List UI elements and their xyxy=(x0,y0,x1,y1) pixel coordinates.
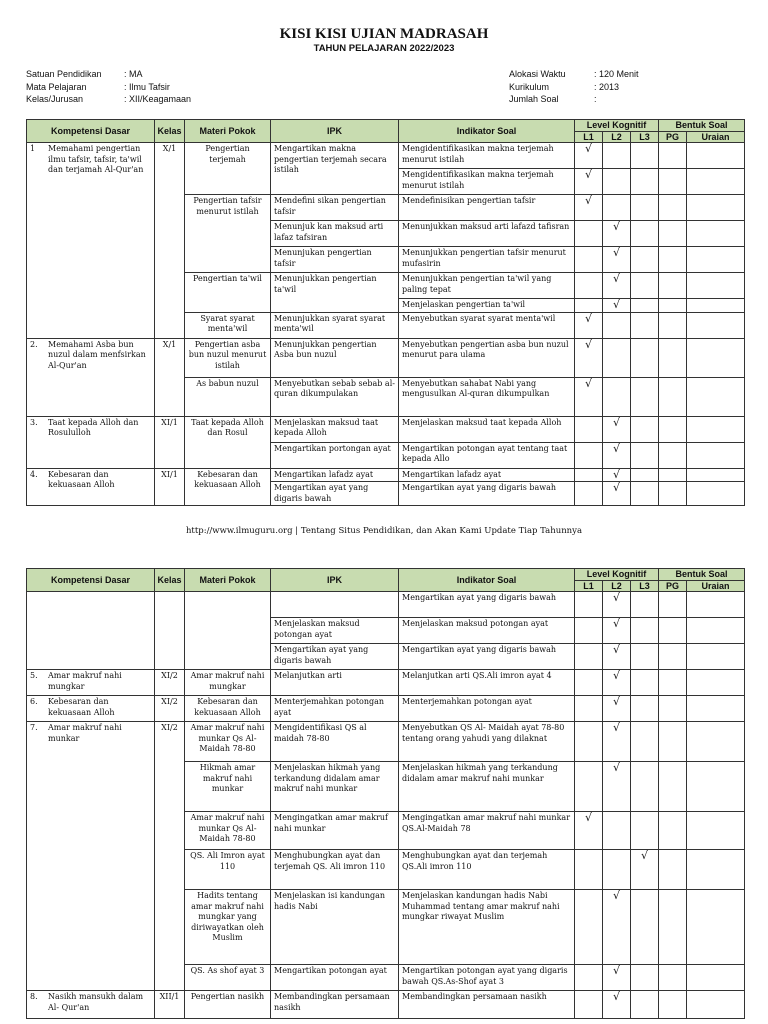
level-l3-cell xyxy=(631,468,659,482)
indikator-cell: Menjelaskan hikmah yang terkandung didalam amar makruf nahi munkar xyxy=(399,762,575,812)
pg-cell xyxy=(659,143,687,169)
level-l2-cell: √ xyxy=(603,482,631,506)
pg-cell xyxy=(659,195,687,221)
meta-value: : MA xyxy=(124,69,143,79)
indikator-cell: Mengartikan ayat yang digaris bawah xyxy=(399,644,575,670)
kd-number: 3. xyxy=(30,417,38,427)
pg-cell xyxy=(659,812,687,850)
table-row xyxy=(27,416,745,442)
level-l1-cell xyxy=(575,850,603,890)
level-l1-cell xyxy=(575,890,603,965)
level-l3-cell xyxy=(631,696,659,722)
level-l1-cell xyxy=(575,592,603,618)
col-header-ipk: IPK xyxy=(271,569,399,592)
level-l3-cell xyxy=(631,644,659,670)
kisi-table-1 xyxy=(26,119,745,506)
meta-row xyxy=(26,81,191,94)
level-l2-cell: √ xyxy=(603,965,631,991)
meta-right xyxy=(509,68,639,106)
pg-cell xyxy=(659,247,687,273)
kd-cell xyxy=(27,592,155,670)
indikator-cell: Melanjutkan arti QS.Ali imron ayat 4 xyxy=(399,670,575,696)
indikator-cell: Menyebutkan syarat syarat menta'wil xyxy=(399,312,575,338)
kd-number: 7. xyxy=(30,723,38,732)
indikator-cell: Mengartikan lafadz ayat xyxy=(399,468,575,482)
uraian-cell xyxy=(687,965,745,991)
col-header-l1: L1 xyxy=(575,131,603,143)
ipk-cell: Mengartikan lafadz ayat xyxy=(271,468,399,482)
col-header-indikator: Indikator Soal xyxy=(399,120,575,143)
uraian-cell xyxy=(687,169,745,195)
level-l3-cell xyxy=(631,143,659,169)
level-l1-cell xyxy=(575,273,603,299)
meta-label: Kurikulum xyxy=(509,81,550,92)
col-header-indikator: Indikator Soal xyxy=(399,569,575,592)
col-header-uraian: Uraian xyxy=(687,580,745,592)
level-l2-cell: √ xyxy=(603,221,631,247)
kelas-cell: XI/2 xyxy=(155,670,185,696)
level-l3-cell xyxy=(631,299,659,313)
kelas-cell: X/1 xyxy=(155,338,185,416)
pg-cell xyxy=(659,890,687,965)
pg-cell xyxy=(659,169,687,195)
level-l1-cell: √ xyxy=(575,169,603,195)
level-l2-cell: √ xyxy=(603,722,631,762)
materi-cell: Kebesaran dan kekuasaan Alloh xyxy=(185,468,271,506)
level-l3-cell xyxy=(631,442,659,468)
meta-label: Alokasi Waktu xyxy=(509,69,566,79)
pg-cell xyxy=(659,696,687,722)
materi-cell: Taat kepada Alloh dan Rosul xyxy=(185,416,271,468)
kd-cell xyxy=(27,468,155,506)
ipk-cell: Mengartikan potongan ayat xyxy=(271,965,399,991)
kd-text: Amar makruf nahi mungkar xyxy=(48,671,122,691)
ipk-cell: Menunjukkan pengertian ta'wil xyxy=(271,273,399,313)
level-l2-cell: √ xyxy=(603,618,631,644)
kelas-cell: XI/1 xyxy=(155,416,185,468)
level-l3-cell xyxy=(631,762,659,812)
indikator-cell: Mengartikan ayat yang digaris bawah xyxy=(399,482,575,506)
level-l2-cell: √ xyxy=(603,273,631,299)
uraian-cell xyxy=(687,247,745,273)
pg-cell xyxy=(659,670,687,696)
level-l3-cell xyxy=(631,722,659,762)
table-row xyxy=(27,468,745,482)
col-header-kd: Kompetensi Dasar xyxy=(27,569,155,592)
uraian-cell xyxy=(687,377,745,416)
ipk-cell: Menjelaskan maksud potongan ayat xyxy=(271,618,399,644)
kd-cell xyxy=(27,338,155,416)
pg-cell xyxy=(659,722,687,762)
ipk-cell: Menunjuk kan maksud arti lafaz tafsiran xyxy=(271,221,399,247)
level-l1-cell xyxy=(575,247,603,273)
pg-cell xyxy=(659,468,687,482)
level-l3-cell xyxy=(631,312,659,338)
kd-cell xyxy=(27,991,155,1019)
col-header-ipk: IPK xyxy=(271,120,399,143)
level-l2-cell xyxy=(603,377,631,416)
level-l1-cell: √ xyxy=(575,377,603,416)
indikator-cell: Mengidentifikasikan makna terjemah menurut istilah xyxy=(399,169,575,195)
level-l3-cell xyxy=(631,195,659,221)
uraian-cell xyxy=(687,696,745,722)
level-l3-cell xyxy=(631,338,659,377)
level-l2-cell xyxy=(603,169,631,195)
col-header-kelas: Kelas xyxy=(155,120,185,143)
indikator-cell: Menjelaskan kandungan hadis Nabi Muhammad tentang amar makruf nahi mungkar riwayat Muslim xyxy=(399,890,575,965)
uraian-cell xyxy=(687,592,745,618)
level-l3-cell xyxy=(631,247,659,273)
level-l1-cell xyxy=(575,468,603,482)
pg-cell xyxy=(659,592,687,618)
level-l1-cell: √ xyxy=(575,143,603,169)
col-header-l1: L1 xyxy=(575,580,603,592)
level-l1-cell xyxy=(575,965,603,991)
uraian-cell xyxy=(687,762,745,812)
materi-cell: Pengertian tafsir menurut istilah xyxy=(185,195,271,273)
pg-cell xyxy=(659,273,687,299)
meta-value: : xyxy=(594,94,597,104)
col-header-bentuk: Bentuk Soal xyxy=(659,120,745,132)
materi-cell xyxy=(185,592,271,670)
col-header-l3: L3 xyxy=(631,580,659,592)
kd-number: 6. xyxy=(30,697,38,706)
materi-cell: Amar makruf nahi mungkar xyxy=(185,670,271,696)
level-l2-cell xyxy=(603,812,631,850)
indikator-cell: Mengidentifikasikan makna terjemah menurut istilah xyxy=(399,143,575,169)
level-l2-cell: √ xyxy=(603,592,631,618)
indikator-cell: Menunjukkan maksud arti lafazd tafisran xyxy=(399,221,575,247)
materi-cell: Amar makruf nahi munkar Qs Al-Maidah 78-80 xyxy=(185,722,271,762)
kelas-cell: X/1 xyxy=(155,143,185,339)
level-l3-cell xyxy=(631,618,659,644)
meta-left xyxy=(26,68,191,106)
pg-cell xyxy=(659,618,687,644)
meta-row xyxy=(26,93,191,106)
materi-cell: As babun nuzul xyxy=(185,377,271,416)
col-header-materi: Materi Pokok xyxy=(185,120,271,143)
kd-text: Kebesaran dan kekuasaan Alloh xyxy=(48,469,115,489)
col-header-bentuk: Bentuk Soal xyxy=(659,569,745,581)
col-header-l2: L2 xyxy=(603,131,631,143)
col-header-l3: L3 xyxy=(631,131,659,143)
uraian-cell xyxy=(687,442,745,468)
pg-cell xyxy=(659,965,687,991)
kd-number: 2. xyxy=(30,339,38,349)
level-l1-cell xyxy=(575,442,603,468)
ipk-cell: Menyebutkan sebab sebab al-quran dikumpulakan xyxy=(271,377,399,416)
level-l1-cell xyxy=(575,618,603,644)
col-header-pg: PG xyxy=(659,131,687,143)
level-l2-cell: √ xyxy=(603,416,631,442)
ipk-cell: Mengartikan ayat yang digaris bawah xyxy=(271,644,399,670)
ipk-cell: Menunjukkan pengertian Asba bun nuzul xyxy=(271,338,399,377)
level-l1-cell: √ xyxy=(575,312,603,338)
col-header-level: Level Kognitif xyxy=(575,120,659,132)
ipk-cell xyxy=(271,592,399,618)
ipk-cell: Mengartikan portongan ayat xyxy=(271,442,399,468)
materi-cell: Pengertian asba bun nuzul menurut istilah xyxy=(185,338,271,377)
kd-text: Memahami Asba bun nuzul dalam menfsirkan Al-Qur'an xyxy=(48,339,146,370)
level-l1-cell xyxy=(575,696,603,722)
level-l3-cell xyxy=(631,221,659,247)
level-l1-cell xyxy=(575,482,603,506)
ipk-cell: Menjelaskan hikmah yang terkandung didalam amar makruf nahi munkar xyxy=(271,762,399,812)
kd-cell xyxy=(27,722,155,991)
level-l1-cell xyxy=(575,644,603,670)
kd-text: Memahami pengertian ilmu tafsir, tafsir, ta'wil dan terjamah Al-Qur'an xyxy=(48,144,144,174)
uraian-cell xyxy=(687,482,745,506)
ipk-cell: Menunjukkan syarat syarat menta'wil xyxy=(271,312,399,338)
table-row xyxy=(27,722,745,762)
ipk-cell: Menterjemahkan potongan ayat xyxy=(271,696,399,722)
pg-cell xyxy=(659,299,687,313)
kd-text: Nasikh mansukh dalam Al- Qur'an xyxy=(48,992,144,1012)
indikator-cell: Menyebutkan QS Al- Maidah ayat 78-80 tentang orang yahudi yang dilaknat xyxy=(399,722,575,762)
ipk-cell: Menghubungkan ayat dan terjemah QS. Ali imron 110 xyxy=(271,850,399,890)
kd-cell xyxy=(27,696,155,722)
kelas-cell: XI/2 xyxy=(155,722,185,991)
ipk-cell: Menjelaskan isi kandungan hadis Nabi xyxy=(271,890,399,965)
table-row xyxy=(27,338,745,377)
level-l1-cell: √ xyxy=(575,195,603,221)
ipk-cell: Melanjutkan arti xyxy=(271,670,399,696)
kd-cell xyxy=(27,416,155,468)
level-l2-cell: √ xyxy=(603,696,631,722)
col-header-uraian: Uraian xyxy=(687,131,745,143)
uraian-cell xyxy=(687,195,745,221)
table-row xyxy=(27,670,745,696)
level-l3-cell xyxy=(631,890,659,965)
meta-label: Jumlah Soal xyxy=(509,94,559,104)
indikator-cell: Mengingatkan amar makruf nahi munkar QS.Al-Maidah 78 xyxy=(399,812,575,850)
indikator-cell: Mendefinisikan pengertian tafsir xyxy=(399,195,575,221)
table-row xyxy=(27,991,745,1019)
uraian-cell xyxy=(687,273,745,299)
materi-cell: Pengertian ta'wil xyxy=(185,273,271,313)
pg-cell xyxy=(659,377,687,416)
level-l3-cell xyxy=(631,377,659,416)
indikator-cell: Mengartikan ayat yang digaris bawah xyxy=(399,592,575,618)
materi-cell: Amar makruf nahi munkar Qs Al-Maidah 78-80 xyxy=(185,812,271,850)
materi-cell: Syarat syarat menta'wil xyxy=(185,312,271,338)
uraian-cell xyxy=(687,299,745,313)
kd-cell xyxy=(27,670,155,696)
level-l1-cell xyxy=(575,221,603,247)
materi-cell: Kebesaran dan kekuasaan Alloh xyxy=(185,696,271,722)
kelas-cell: XI/1 xyxy=(155,468,185,506)
meta-value: : XII/Keagamaan xyxy=(124,94,192,104)
indikator-cell: Menghubungkan ayat dan terjemah QS.Ali imron 110 xyxy=(399,850,575,890)
ipk-cell: Menjelaskan maksud taat kepada Alloh xyxy=(271,416,399,442)
uraian-cell xyxy=(687,468,745,482)
level-l3-cell: √ xyxy=(631,850,659,890)
ipk-cell: Mengingatkan amar makruf nahi munkar xyxy=(271,812,399,850)
level-l3-cell xyxy=(631,592,659,618)
level-l2-cell: √ xyxy=(603,468,631,482)
uraian-cell xyxy=(687,416,745,442)
pg-cell xyxy=(659,850,687,890)
level-l1-cell xyxy=(575,722,603,762)
indikator-cell: Menunjukkan pengertian tafsir menurut mufasirin xyxy=(399,247,575,273)
ipk-cell: Mengartikan makna pengertian terjemah secara istilah xyxy=(271,143,399,195)
uraian-cell xyxy=(687,890,745,965)
indikator-cell: Menterjemahkan potongan ayat xyxy=(399,696,575,722)
meta-row xyxy=(509,93,639,106)
uraian-cell xyxy=(687,338,745,377)
indikator-cell: Menyebutkan pengertian asba bun nuzul menurut para ulama xyxy=(399,338,575,377)
kelas-cell: XII/1 xyxy=(155,991,185,1019)
page-subtitle: TAHUN PELAJARAN 2022/2023 xyxy=(313,43,455,54)
level-l2-cell: √ xyxy=(603,247,631,273)
materi-cell: Hikmah amar makruf nahi munkar xyxy=(185,762,271,812)
level-l2-cell: √ xyxy=(603,670,631,696)
uraian-cell xyxy=(687,991,745,1019)
level-l1-cell: √ xyxy=(575,812,603,850)
materi-cell: QS. Ali Imron ayat 110 xyxy=(185,850,271,890)
pg-cell xyxy=(659,312,687,338)
meta-row xyxy=(509,81,639,94)
pg-cell xyxy=(659,221,687,247)
level-l2-cell: √ xyxy=(603,991,631,1019)
indikator-cell: Mengartikan potongan ayat tentang taat kepada Allo xyxy=(399,442,575,468)
level-l3-cell xyxy=(631,482,659,506)
table-row xyxy=(27,143,745,169)
meta-value: : Ilmu Tafsir xyxy=(124,81,170,92)
level-l2-cell: √ xyxy=(603,644,631,670)
level-l1-cell xyxy=(575,762,603,812)
level-l1-cell xyxy=(575,991,603,1019)
uraian-cell xyxy=(687,143,745,169)
uraian-cell xyxy=(687,644,745,670)
kd-number: 8. xyxy=(30,992,38,1001)
col-header-kelas: Kelas xyxy=(155,569,185,592)
uraian-cell xyxy=(687,312,745,338)
materi-cell: Pengertian terjemah xyxy=(185,143,271,195)
col-header-level: Level Kognitif xyxy=(575,569,659,581)
indikator-cell: Menjelaskan maksud potongan ayat xyxy=(399,618,575,644)
level-l1-cell xyxy=(575,416,603,442)
page-title: KISI KISI UJIAN MADRASAH xyxy=(279,26,489,42)
meta-label: Mata Pelajaran xyxy=(26,81,87,92)
uraian-cell xyxy=(687,812,745,850)
level-l3-cell xyxy=(631,965,659,991)
meta-label: Kelas/Jurusan xyxy=(26,94,84,104)
level-l2-cell xyxy=(603,143,631,169)
meta-label: Satuan Pendidikan xyxy=(26,69,102,79)
ipk-cell: Membandingkan persamaan nasikh xyxy=(271,991,399,1019)
pg-cell xyxy=(659,644,687,670)
kd-cell xyxy=(27,143,155,339)
kd-number: 5. xyxy=(30,671,38,680)
uraian-cell xyxy=(687,618,745,644)
indikator-cell: Membandingkan persamaan nasikh xyxy=(399,991,575,1019)
level-l3-cell xyxy=(631,991,659,1019)
kisi-table-2 xyxy=(26,568,745,1019)
pg-cell xyxy=(659,482,687,506)
level-l3-cell xyxy=(631,169,659,195)
level-l2-cell: √ xyxy=(603,299,631,313)
kd-text: Amar makruf nahi munkar xyxy=(48,723,122,743)
uraian-cell xyxy=(687,670,745,696)
level-l3-cell xyxy=(631,812,659,850)
level-l3-cell xyxy=(631,416,659,442)
meta-row xyxy=(509,68,639,81)
meta-value: : 120 Menit xyxy=(594,69,639,79)
kd-number: 4. xyxy=(30,469,38,479)
ipk-cell: Mendefini sikan pengertian tafsir xyxy=(271,195,399,221)
pg-cell xyxy=(659,416,687,442)
uraian-cell xyxy=(687,221,745,247)
meta-value: : 2013 xyxy=(594,81,620,92)
pg-cell xyxy=(659,338,687,377)
pg-cell xyxy=(659,762,687,812)
table-row xyxy=(27,696,745,722)
footer-url: http://www.ilmuguru.org | Tentang Situs Pendidikan, dan Akan Kami Update Tiap Tahunnya xyxy=(185,526,583,536)
kd-number: 1 xyxy=(30,144,36,153)
materi-cell: Pengertian nasikh xyxy=(185,991,271,1019)
col-header-materi: Materi Pokok xyxy=(185,569,271,592)
indikator-cell: Mengartikan potongan ayat yang digaris bawah QS.As-Shof ayat 3 xyxy=(399,965,575,991)
level-l3-cell xyxy=(631,273,659,299)
uraian-cell xyxy=(687,722,745,762)
ipk-cell: Mengidentifikasi QS al maidah 78-80 xyxy=(271,722,399,762)
col-header-kd: Kompetensi Dasar xyxy=(27,120,155,143)
ipk-cell: Menunjukan pengertian tafsir xyxy=(271,247,399,273)
uraian-cell xyxy=(687,850,745,890)
ipk-cell: Mengartikan ayat yang digaris bawah xyxy=(271,482,399,506)
pg-cell xyxy=(659,991,687,1019)
level-l1-cell xyxy=(575,670,603,696)
indikator-cell: Menyebutkan sahabat Nabi yang mengusulkan Al-quran dikumpulkan xyxy=(399,377,575,416)
level-l1-cell xyxy=(575,299,603,313)
kd-text: Kebesaran dan kekuasaan Alloh xyxy=(48,697,115,717)
kd-text: Taat kepada Alloh dan Rosululloh xyxy=(48,417,139,437)
level-l2-cell xyxy=(603,850,631,890)
level-l2-cell: √ xyxy=(603,762,631,812)
materi-cell: Hadits tentang amar makruf nahi mungkar yang diriwayatkan oleh Muslim xyxy=(185,890,271,965)
level-l2-cell xyxy=(603,312,631,338)
materi-cell: QS. As shof ayat 3 xyxy=(185,965,271,991)
kelas-cell xyxy=(155,592,185,670)
level-l2-cell: √ xyxy=(603,442,631,468)
indikator-cell: Menunjukkan pengertian ta'wil yang paling tepat xyxy=(399,273,575,299)
indikator-cell: Menjelaskan pengertian ta'wil xyxy=(399,299,575,313)
indikator-cell: Menjelaskan maksud taat kepada Alloh xyxy=(399,416,575,442)
level-l2-cell xyxy=(603,338,631,377)
table-row xyxy=(27,592,745,618)
meta-row xyxy=(26,68,191,81)
level-l3-cell xyxy=(631,670,659,696)
level-l1-cell: √ xyxy=(575,338,603,377)
level-l2-cell xyxy=(603,195,631,221)
kelas-cell: XI/2 xyxy=(155,696,185,722)
col-header-l2: L2 xyxy=(603,580,631,592)
col-header-pg: PG xyxy=(659,580,687,592)
level-l2-cell: √ xyxy=(603,890,631,965)
pg-cell xyxy=(659,442,687,468)
